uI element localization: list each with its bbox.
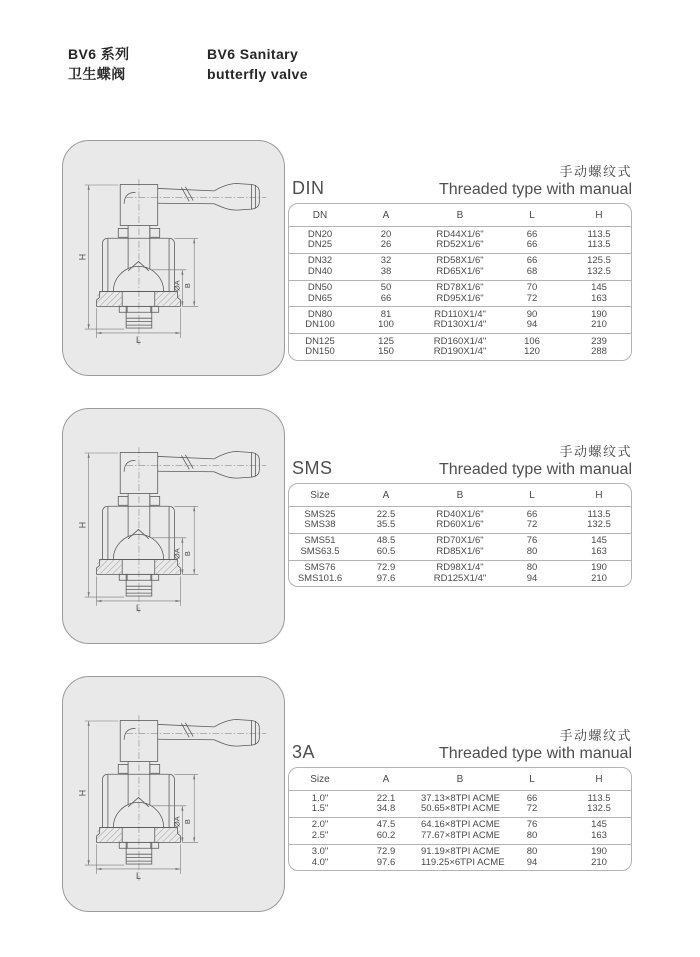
table-cell: 1.0"	[311, 792, 329, 804]
table-group	[289, 534, 631, 561]
table-cell: 163	[591, 829, 607, 841]
subtitle-en: Threaded type with manual	[439, 745, 632, 762]
section-3a	[288, 725, 632, 885]
column-header: A	[382, 773, 390, 785]
table-cell: DN80	[307, 308, 333, 320]
table-group	[289, 791, 631, 818]
table-cell: 132.5	[587, 265, 611, 277]
table-cell: 37.13×8TPI ACME	[421, 792, 500, 804]
table-cell: 145	[591, 535, 607, 547]
table-cell: SMS76	[304, 562, 336, 574]
table-cell: 94	[526, 856, 538, 868]
column-header: A	[382, 209, 390, 221]
table-cell: DN32	[307, 255, 333, 267]
table-cell: DN25	[307, 238, 333, 250]
table-group	[289, 227, 631, 254]
table-cell: 97.6	[376, 856, 396, 868]
table-cell: 163	[591, 545, 607, 557]
subtitle-en: Threaded type with manual	[439, 461, 632, 478]
table-cell: 113.5	[587, 238, 611, 250]
table-group	[289, 507, 631, 534]
table-cell: DN50	[307, 282, 333, 294]
table-cell: 70	[526, 282, 538, 294]
table-header-row	[289, 204, 631, 227]
column-header: L	[529, 773, 535, 785]
column-header: L	[529, 209, 535, 221]
table-row	[289, 847, 631, 857]
table-row	[289, 858, 631, 868]
subtitle-zh: 手动螺纹式	[559, 728, 632, 743]
table-cell: 72.9	[376, 846, 396, 858]
table-cell: 66	[526, 255, 538, 267]
page-title-zh-line1: BV6 系列	[68, 46, 130, 62]
subtitle-zh: 手动螺纹式	[559, 164, 632, 179]
table-group	[289, 845, 631, 871]
dimension-table-sms	[288, 483, 632, 587]
subtitle-en: Threaded type with manual	[439, 181, 632, 198]
table-cell: 145	[591, 282, 607, 294]
table-cell: 80	[526, 545, 538, 557]
column-header: H	[595, 773, 603, 785]
table-cell: 50.65×8TPI ACME	[421, 802, 500, 814]
table-cell: RD40X1/6"	[436, 508, 484, 520]
valve-drawing	[63, 141, 284, 375]
subtitle-zh: 手动螺纹式	[559, 444, 632, 459]
table-cell: 38	[380, 265, 392, 277]
table-group	[289, 281, 631, 308]
table-cell: RD125X1/4"	[433, 572, 487, 584]
table-cell: 239	[591, 335, 607, 347]
table-cell: RD98X1/4"	[436, 562, 484, 574]
table-cell: 4.0"	[311, 856, 329, 868]
table-cell: 113.5	[587, 228, 611, 240]
table-cell: 66	[526, 238, 538, 250]
table-cell: 20	[380, 228, 392, 240]
table-cell: RD110X1/4"	[434, 308, 486, 320]
table-row	[289, 283, 631, 293]
table-cell: RD190X1/4"	[433, 346, 487, 358]
table-cell: 32	[380, 255, 392, 267]
table-cell: 132.5	[587, 802, 611, 814]
standard-label: 3A	[292, 742, 316, 762]
column-header: DN	[312, 209, 328, 221]
column-header: Size	[310, 489, 330, 501]
table-cell: 72.9	[376, 562, 396, 574]
column-header: B	[456, 773, 464, 785]
table-cell: 76	[526, 535, 538, 547]
table-cell: 80	[526, 829, 538, 841]
table-cell: RD78X1/6"	[436, 282, 484, 294]
table-cell: 1.5"	[311, 802, 329, 814]
table-cell: 66	[526, 508, 538, 520]
table-cell: 106	[524, 335, 540, 347]
table-cell: RD70X1/6"	[436, 535, 484, 547]
table-cell: 288	[591, 346, 607, 358]
table-cell: RD95X1/6"	[436, 292, 484, 304]
page-title-zh-line2: 卫生蝶阀	[68, 66, 126, 82]
table-cell: 210	[591, 856, 607, 868]
column-header: H	[595, 209, 603, 221]
table-group	[289, 818, 631, 845]
table-cell: SMS63.5	[300, 545, 340, 557]
column-header: B	[456, 489, 464, 501]
table-row	[289, 574, 631, 584]
table-cell: 2.0"	[311, 819, 329, 831]
table-cell: SMS51	[304, 535, 336, 547]
drawing-panel-3a	[62, 676, 285, 912]
table-cell: 26	[380, 238, 392, 250]
table-cell: 34.8	[376, 802, 396, 814]
table-cell: 125.5	[587, 255, 611, 267]
table-cell: 22.1	[376, 792, 396, 804]
table-cell: RD160X1/4"	[433, 335, 487, 347]
table-cell: 94	[526, 572, 538, 584]
page-title-en-line2: butterfly valve	[207, 66, 308, 82]
table-cell: 60.2	[376, 829, 396, 841]
table-row	[289, 804, 631, 814]
table-cell: 35.5	[376, 518, 396, 530]
drawing-panel-din	[62, 140, 285, 376]
table-cell: SMS101.6	[297, 572, 343, 584]
section-din	[288, 161, 632, 361]
table-row	[289, 347, 631, 357]
table-cell: 66	[380, 292, 392, 304]
table-cell: 72	[526, 802, 538, 814]
table-cell: DN125	[305, 335, 335, 347]
table-cell: RD44X1/6"	[436, 228, 484, 240]
drawing-panel-sms	[62, 408, 285, 644]
table-cell: 80	[526, 846, 538, 858]
table-row	[289, 547, 631, 557]
table-cell: 48.5	[376, 535, 396, 547]
table-group	[289, 561, 631, 587]
table-cell: 163	[591, 292, 607, 304]
table-cell: 120	[524, 346, 540, 358]
table-cell: RD60X1/6"	[436, 518, 484, 530]
dimension-table-3a	[288, 767, 632, 871]
table-cell: DN20	[307, 228, 333, 240]
column-header: A	[382, 489, 390, 501]
table-cell: 132.5	[587, 518, 611, 530]
table-cell: 125	[378, 335, 394, 347]
page-title-en-line1: BV6 Sanitary	[207, 46, 299, 62]
table-cell: 190	[591, 562, 607, 574]
valve-drawing	[63, 409, 284, 643]
table-row	[289, 294, 631, 304]
table-cell: DN100	[305, 319, 335, 331]
table-header-row	[289, 484, 631, 507]
table-cell: 77.67×8TPI ACME	[421, 829, 500, 841]
table-header-row	[289, 768, 631, 791]
table-group	[289, 334, 631, 360]
table-cell: 81	[380, 308, 392, 320]
table-cell: 72	[526, 292, 538, 304]
section-sms	[288, 441, 632, 601]
table-cell: 119.25×6TPI ACME	[421, 856, 505, 868]
table-row	[289, 520, 631, 530]
table-cell: SMS25	[304, 508, 336, 520]
table-cell: 91.19×8TPI ACME	[421, 846, 500, 858]
table-cell: 2.5"	[311, 829, 329, 841]
column-header: H	[595, 489, 603, 501]
table-cell: RD52X1/6"	[436, 238, 484, 250]
table-cell: 80	[526, 562, 538, 574]
table-cell: 150	[378, 346, 394, 358]
table-cell: 66	[526, 228, 538, 240]
table-row	[289, 831, 631, 841]
table-cell: 100	[378, 319, 394, 331]
table-cell: 190	[591, 846, 607, 858]
table-cell: DN40	[307, 265, 333, 277]
table-cell: RD130X1/4"	[433, 319, 487, 331]
table-cell: 190	[591, 308, 607, 320]
table-cell: 90	[526, 308, 538, 320]
table-row	[289, 320, 631, 330]
table-cell: 94	[526, 319, 538, 331]
table-cell: 68	[526, 265, 538, 277]
table-cell: 210	[591, 319, 607, 331]
table-cell: 113.5	[587, 792, 611, 804]
table-cell: 60.5	[376, 545, 396, 557]
page-title-zh	[68, 44, 130, 84]
valve-drawing	[63, 677, 284, 911]
table-cell: DN150	[305, 346, 335, 358]
table-cell: 210	[591, 572, 607, 584]
table-cell: 76	[526, 819, 538, 831]
table-cell: RD58X1/6"	[436, 255, 484, 267]
table-row	[289, 267, 631, 277]
table-cell: 22.5	[376, 508, 396, 520]
table-cell: 50	[380, 282, 392, 294]
page-title-en	[207, 44, 308, 84]
table-cell: DN65	[307, 292, 333, 304]
standard-label: SMS	[292, 458, 333, 478]
dimension-table-din	[288, 203, 632, 361]
standard-label: DIN	[292, 178, 325, 198]
table-cell: SMS38	[304, 518, 336, 530]
table-cell: 72	[526, 518, 538, 530]
column-header: L	[529, 489, 535, 501]
table-cell: 64.16×8TPI ACME	[421, 819, 500, 831]
table-cell: RD65X1/6"	[436, 265, 484, 277]
column-header: Size	[310, 773, 330, 785]
table-row	[289, 240, 631, 250]
table-group	[289, 254, 631, 281]
table-cell: 145	[591, 819, 607, 831]
table-cell: 66	[526, 792, 538, 804]
table-cell: 47.5	[376, 819, 396, 831]
table-cell: 3.0"	[311, 846, 329, 858]
column-header: B	[456, 209, 464, 221]
table-cell: 113.5	[587, 508, 611, 520]
table-row	[289, 563, 631, 573]
table-cell: 97.6	[376, 572, 396, 584]
table-group	[289, 307, 631, 334]
table-cell: RD85X1/6"	[436, 545, 484, 557]
